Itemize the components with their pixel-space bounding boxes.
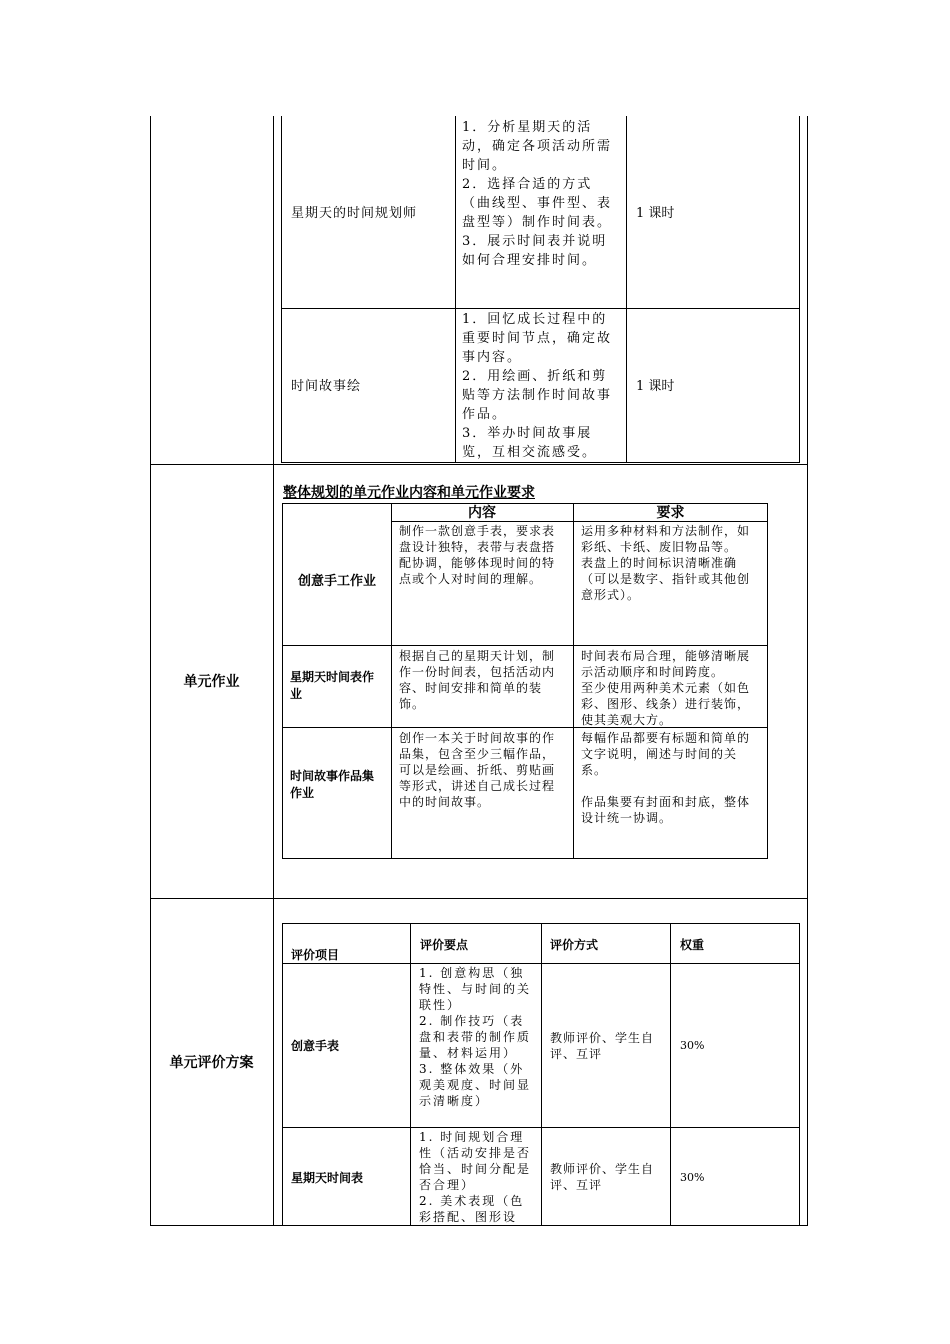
activity-2-hours: 1 课时 <box>636 379 675 394</box>
homework-row-3-content: 创作一本关于时间故事的作品集，包含至少三幅作品，可以是绘画、折纸、剪贴画等形式，讲述自己成长过程中的时间故事。 <box>399 731 556 809</box>
homework-row-divider-2 <box>282 727 768 728</box>
evaluation-row-2-item: 星期天时间表 <box>291 1170 364 1185</box>
activities-col-divider-2 <box>626 116 627 463</box>
evaluation-header-method: 评价方式 <box>550 938 599 952</box>
activity-1-hours: 1 课时 <box>636 205 675 221</box>
homework-header-requirement: 要求 <box>656 505 685 521</box>
homework-title: 整体规划的单元作业内容和单元作业要求 <box>283 485 535 501</box>
homework-row-3-requirement: 每幅作品都要有标题和简单的文字说明，阐述与时间的关系。 作品集要有封面和封底，整体设计统一协调。 <box>581 731 751 825</box>
evaluation-row-1-weight: 30% <box>680 1039 705 1052</box>
homework-header-content: 内容 <box>468 505 496 521</box>
activities-row-divider <box>281 308 800 309</box>
homework-row-divider-1 <box>282 645 768 646</box>
evaluation-row-2-weight: 30% <box>680 1170 705 1184</box>
homework-col-divider-2 <box>573 503 574 859</box>
activity-2-name: 时间故事绘 <box>291 379 362 394</box>
homework-row-2-content: 根据自己的星期天计划，制作一份时间表，包括活动内容、时间安排和简单的装饰。 <box>399 649 556 711</box>
evaluation-row-2-points: 1. 时间规划合理性（活动安排是否恰当、时间分配是否合理） 2. 美术表现（色彩搭配、图形设 <box>419 1130 532 1224</box>
homework-row-1-requirement: 运用多种材料和方法制作，如彩纸、卡纸、废旧物品等。 表盘上的时间标识清晰准确（可以是数字、指针或其他创意形式）。 <box>581 524 751 602</box>
activities-col-divider-1 <box>455 116 456 463</box>
homework-header-divider <box>391 521 768 522</box>
activity-1-name: 星期天的时间规划师 <box>291 205 418 221</box>
evaluation-col-divider-1 <box>410 923 411 1226</box>
homework-col-divider-1 <box>391 503 392 859</box>
evaluation-col-divider-2 <box>541 923 542 1226</box>
activity-2-steps: 1．回忆成长过程中的重要时间节点，确定故事内容。 2．用绘画、折纸和剪贴等方法制作时间故事作品。 3．举办时间故事展览，互相交流感受。 <box>462 312 613 460</box>
homework-row-2-requirement: 时间表布局合理，能够清晰展示活动顺序和时间跨度。 至少使用两种美术元素（如色彩、图形、线条）进行装饰，使其美观大方。 <box>581 649 751 726</box>
homework-row-3-name: 时间故事作品集作业 <box>290 769 375 800</box>
evaluation-header-item: 评价项目 <box>291 948 340 962</box>
homework-row-1-content: 制作一款创意手表，要求表盘设计独特，表带与表盘搭配协调，能够体现时间的特点或个人对时间的理解。 <box>399 524 556 586</box>
evaluation-header-points: 评价要点 <box>420 938 469 952</box>
homework-row-1-name: 创意手工作业 <box>297 574 376 589</box>
evaluation-row-1-method: 教师评价、学生自评、互评 <box>550 1030 655 1061</box>
homework-row-2-name: 星期天时间表作业 <box>290 670 375 701</box>
evaluation-row-1-points: 1. 创意构思（独特性、与时间的关联性） 2. 制作技巧（表盘和表带的制作质量、材料运用） 3. 整体效果（外观美观度、时间显示清晰度） <box>419 966 532 1108</box>
evaluation-header-weight: 权重 <box>680 938 705 952</box>
left-column-divider <box>273 116 274 1226</box>
evaluation-row-2-method: 教师评价、学生自评、互评 <box>550 1162 655 1192</box>
evaluation-section-label: 单元评价方案 <box>169 1055 254 1071</box>
evaluation-row-1-item: 创意手表 <box>291 1039 340 1053</box>
evaluation-col-divider-3 <box>670 923 671 1226</box>
activity-1-steps: 1．分析星期天的活动，确定各项活动所需时间。 2．选择合适的方式（曲线型、事件型、表盘型等）制作时间表。 3．展示时间表并说明如何合理安排时间。 <box>462 120 613 268</box>
homework-section-label: 单元作业 <box>183 674 240 690</box>
